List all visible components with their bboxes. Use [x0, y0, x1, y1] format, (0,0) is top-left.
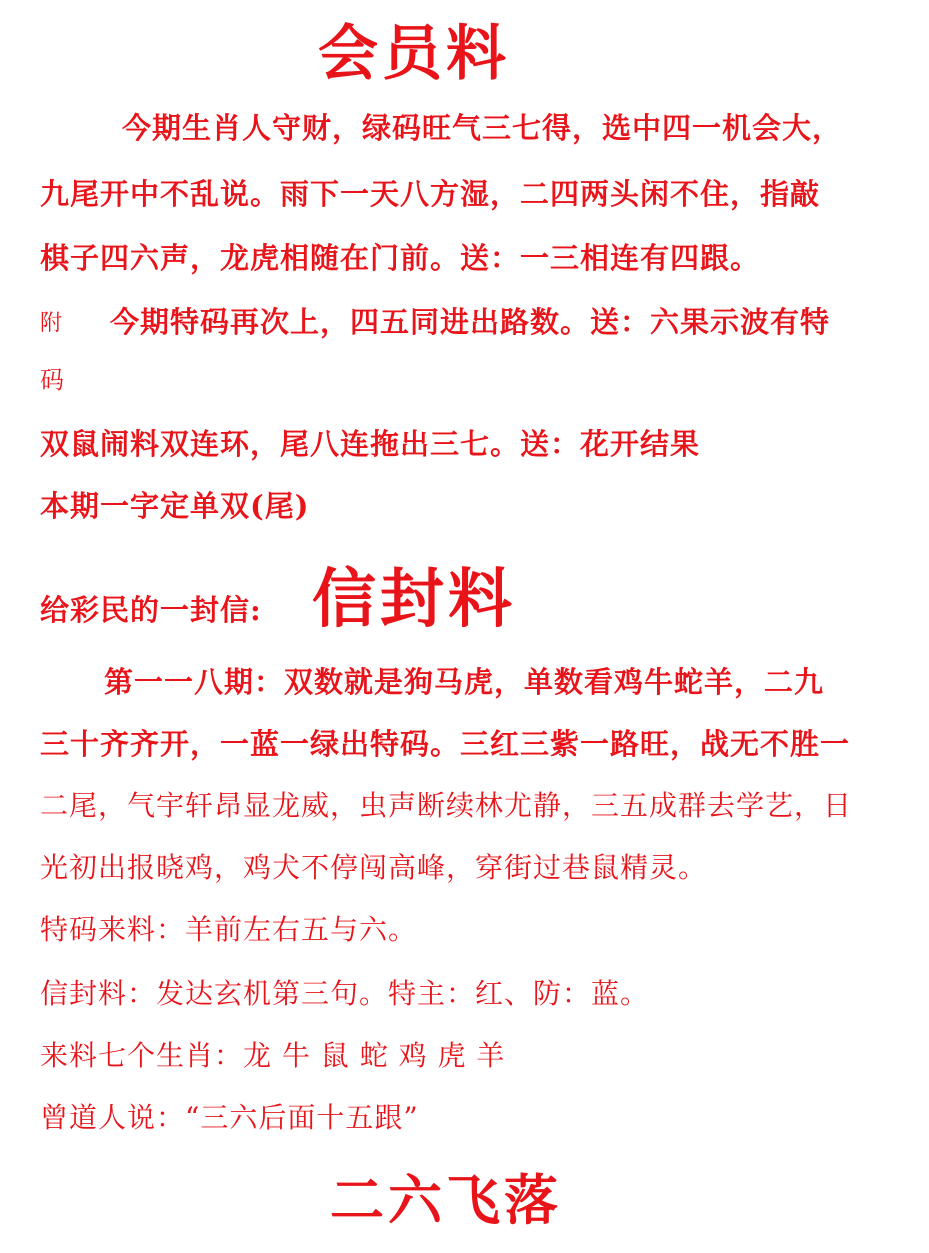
envelope-line-3: 二尾，气宇轩昂显龙威，虫声断续林尤静，三五成群去学艺，日: [40, 789, 853, 822]
envelope-line-8: 曾道人说：“三六后面十五跟”: [40, 1101, 419, 1134]
envelope-line-7: 来料七个生肖：龙 牛 鼠 蛇 鸡 虎 羊: [40, 1039, 506, 1072]
margin-mark: 附: [40, 311, 63, 336]
envelope-line-5: 特码来料：羊前左右五与六。: [40, 913, 418, 946]
member-line-4: 今期特码再次上，四五同进出路数。送：六果示波有特: [110, 305, 831, 339]
footer-title: 二六飞落: [330, 1168, 562, 1232]
section-title-member: 会员料: [318, 19, 510, 89]
envelope-line-1: 第一一八期：双数就是狗马虎，单数看鸡牛蛇羊，二九: [104, 665, 825, 699]
envelope-line-6: 信封料：发达玄机第三句。特主：红、防：蓝。: [40, 977, 650, 1010]
member-line-5: 码: [40, 366, 65, 394]
section-title-envelope: 信封料: [312, 562, 516, 637]
letter-intro: 给彩民的一封信:: [40, 593, 262, 627]
envelope-line-4: 光初出报晓鸡，鸡犬不停闯高峰，穿街过巷鼠精灵。: [40, 851, 708, 884]
member-line-3: 棋子四六声，龙虎相随在门前。送：一三相连有四跟。: [40, 241, 761, 275]
member-line-7: 本期一字定单双(尾): [40, 489, 310, 523]
member-line-1: 今期生肖人守财，绿码旺气三七得，选中四一机会大，: [122, 111, 843, 145]
member-line-2: 九尾开中不乱说。雨下一天八方湿，二四两头闲不住，指敲: [40, 177, 821, 211]
envelope-line-2: 三十齐齐开，一蓝一绿出特码。三红三紫一路旺，战无不胜一: [40, 727, 851, 761]
member-line-6: 双鼠闹料双连环，尾八连拖出三七。送：花开结果: [40, 427, 701, 461]
